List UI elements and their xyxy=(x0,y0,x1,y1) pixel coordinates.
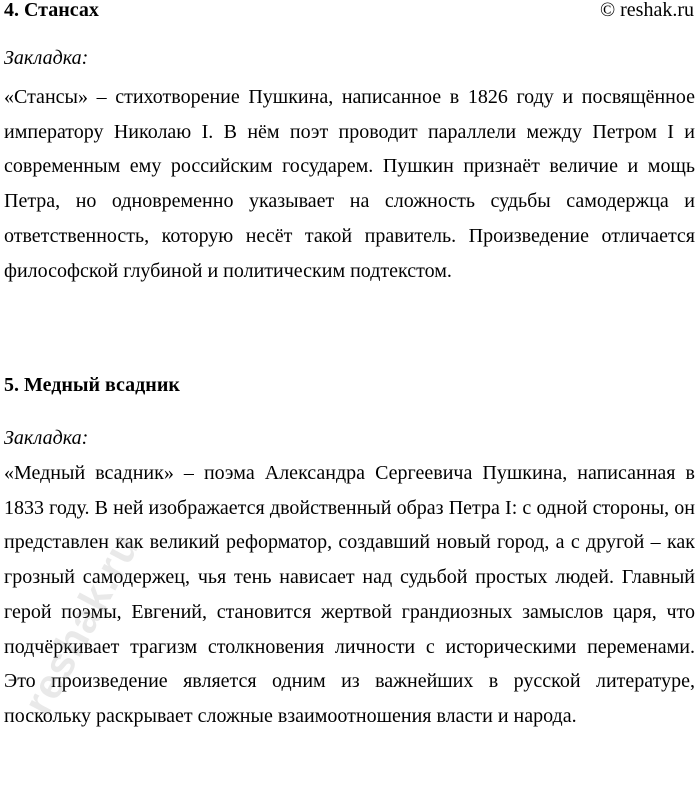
section-4-heading: 4. Стансах xyxy=(4,0,99,21)
section-5-text: «Медный всадник» – поэма Александра Сергеевича Пушкина, написанная в 1833 году. В ней изображается двойственный образ Петра I: с одной стороны, он представлен как великий реформатор, создавший новый город, а с другой – как грозный самодержец, чья тень нависает над судьбой простых людей. Главный герой поэмы, Евгений, становится жертвой грандиозных замыслов царя, что подчёркивает трагизм столкновения личности с историческими переменами. Это произведение является одним из важнейших в русской литературе, поскольку раскрывает сложные взаимоотношения власти и народа. xyxy=(4,462,695,727)
copyright-notice: © reshak.ru xyxy=(599,0,694,21)
section-5-label: Закладка: xyxy=(4,427,89,449)
section-4-label: Закладка: xyxy=(4,47,89,69)
section-4-text: «Стансы» – стихотворение Пушкина, написанное в 1826 году и посвящённое императору Николаю I. В нём поэт проводит параллели между Петром I и современным ему российским государем. Пушкин признаёт величие и мощь Петра, но одновременно указывает на сложность судьбы самодержца и ответственность, которую несёт такой правитель. Произведение отличается философской глубиной и политическим подтекстом. xyxy=(4,86,695,282)
section-5-heading: 5. Медный всадник xyxy=(4,374,180,396)
watermark: reshak.ru xyxy=(14,525,149,723)
